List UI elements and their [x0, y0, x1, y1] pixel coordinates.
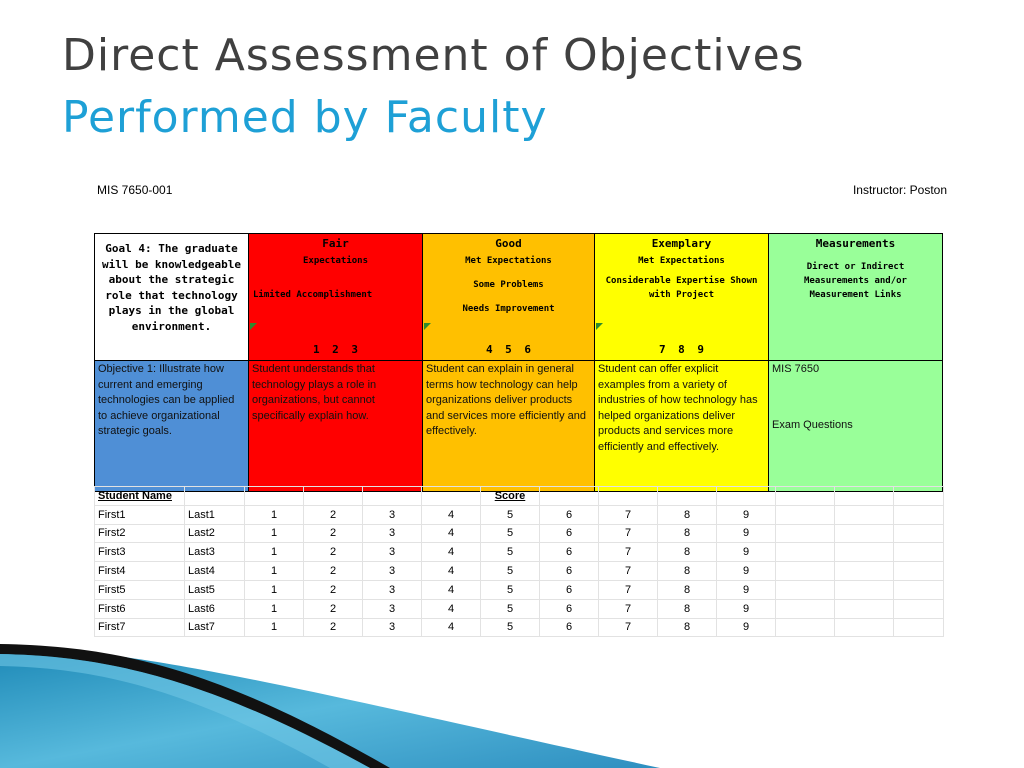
- table-row: [95, 599, 944, 618]
- empty-cell: [776, 599, 835, 618]
- empty-cell: [835, 524, 894, 543]
- score-cell: 6: [540, 562, 599, 581]
- comment-marker: [250, 323, 257, 330]
- first-name-cell: First4: [95, 562, 185, 581]
- score-cell: 8: [658, 505, 717, 524]
- score-cell: 6: [540, 505, 599, 524]
- objective-cell: Objective 1: Illustrate how current and emerging technologies can be applied to achieve organizational strategic goals.: [95, 361, 249, 492]
- score-cell: 3: [363, 599, 422, 618]
- measurements-course: MIS 7650: [772, 363, 820, 375]
- rubric-table: [94, 233, 943, 492]
- measurements-method: Exam Questions: [772, 418, 853, 431]
- last-name-cell: Last1: [185, 505, 245, 524]
- measurements-subtitle: Direct or Indirect Measurements and/or Measurement Links: [804, 262, 907, 300]
- level-good-description: Student can explain in general terms how technology can help organizations deliver products and services more efficiently and effectively.: [423, 361, 595, 492]
- score-cell: 7: [599, 505, 658, 524]
- first-name-cell: First6: [95, 599, 185, 618]
- score-cell: 5: [481, 505, 540, 524]
- score-cell: 6: [540, 524, 599, 543]
- level-line: Met Expectations: [638, 256, 725, 266]
- first-name-cell: First7: [95, 618, 185, 637]
- slide-subtitle: Performed by Faculty: [62, 92, 548, 143]
- table-row: [95, 562, 944, 581]
- score-cell: 8: [658, 618, 717, 637]
- level-fair-header: [249, 234, 423, 361]
- score-cell: 9: [717, 524, 776, 543]
- score-cell: 7: [599, 543, 658, 562]
- level-title: Good: [495, 237, 522, 250]
- comment-marker: [424, 323, 431, 330]
- empty-cell: [835, 562, 894, 581]
- score-cell: 3: [363, 562, 422, 581]
- score-cell: 3: [363, 580, 422, 599]
- score-cell: 9: [717, 618, 776, 637]
- score-cell: 4: [422, 505, 481, 524]
- score-cell: 7: [599, 580, 658, 599]
- table-row: [95, 580, 944, 599]
- empty-cell: [894, 599, 944, 618]
- score-cell: 1: [245, 524, 304, 543]
- level-exemplary-header: [595, 234, 769, 361]
- level-line: Limited Accomplishment: [253, 290, 373, 300]
- score-cell: 2: [304, 543, 363, 562]
- empty-cell: [776, 580, 835, 599]
- score-cell: 6: [540, 543, 599, 562]
- decorative-swoosh: [0, 640, 660, 768]
- course-code: MIS 7650-001: [97, 183, 173, 197]
- last-name-cell: Last4: [185, 562, 245, 581]
- goal-cell: [95, 234, 249, 361]
- score-cell: 9: [717, 505, 776, 524]
- score-cell: 1: [245, 543, 304, 562]
- measurements-header: [769, 234, 943, 361]
- score-cell: 4: [422, 543, 481, 562]
- score-cell: 4: [422, 524, 481, 543]
- empty-cell: [776, 618, 835, 637]
- score-header: Score: [481, 487, 540, 506]
- student-name-header: Student Name: [95, 487, 185, 506]
- score-header-row: [95, 487, 944, 506]
- level-fair-description: Student understands that technology plays a role in organizations, but cannot specifically explain how.: [249, 361, 423, 492]
- level-line: Some Problems: [473, 280, 544, 290]
- level-line: Expectations: [302, 256, 369, 266]
- level-exemplary-description: Student can offer explicit examples from a variety of industries of how technology has helped organizations deliver products and services more efficiently and effectively.: [595, 361, 769, 492]
- measurements-detail: [769, 361, 943, 492]
- table-row: [95, 543, 944, 562]
- score-cell: 4: [422, 599, 481, 618]
- level-good-header: [423, 234, 595, 361]
- score-cell: 3: [363, 543, 422, 562]
- last-name-cell: Last5: [185, 580, 245, 599]
- level-title: Exemplary: [651, 237, 712, 250]
- level-line: Needs Improvement: [462, 304, 555, 314]
- level-title: Fair: [322, 237, 349, 250]
- score-cell: 9: [717, 562, 776, 581]
- level-line: Considerable Expertise Shown with Project: [605, 276, 758, 300]
- empty-cell: [835, 505, 894, 524]
- score-cell: 6: [540, 618, 599, 637]
- score-cell: 5: [481, 599, 540, 618]
- score-cell: 1: [245, 618, 304, 637]
- score-cell: 2: [304, 524, 363, 543]
- score-cell: 9: [717, 599, 776, 618]
- score-cell: 2: [304, 580, 363, 599]
- score-cell: 8: [658, 580, 717, 599]
- score-cell: 6: [540, 599, 599, 618]
- empty-cell: [776, 562, 835, 581]
- score-cell: 1: [245, 562, 304, 581]
- empty-cell: [776, 524, 835, 543]
- level-line: Met Expectations: [465, 256, 552, 266]
- score-cell: 3: [363, 524, 422, 543]
- level-scores: 1 2 3: [312, 343, 359, 356]
- score-cell: 2: [304, 618, 363, 637]
- table-row: [95, 505, 944, 524]
- last-name-cell: Last6: [185, 599, 245, 618]
- first-name-cell: First2: [95, 524, 185, 543]
- first-name-cell: First1: [95, 505, 185, 524]
- empty-cell: [776, 505, 835, 524]
- empty-cell: [835, 618, 894, 637]
- score-cell: 8: [658, 599, 717, 618]
- last-name-cell: Last7: [185, 618, 245, 637]
- level-scores: 7 8 9: [658, 343, 705, 356]
- score-cell: 2: [304, 505, 363, 524]
- first-name-cell: First3: [95, 543, 185, 562]
- score-cell: 2: [304, 562, 363, 581]
- level-scores: 4 5 6: [485, 343, 532, 356]
- score-cell: 8: [658, 524, 717, 543]
- score-cell: 3: [363, 505, 422, 524]
- score-cell: 4: [422, 618, 481, 637]
- score-cell: 7: [599, 599, 658, 618]
- score-cell: 5: [481, 543, 540, 562]
- empty-cell: [894, 580, 944, 599]
- empty-cell: [835, 599, 894, 618]
- score-cell: 4: [422, 580, 481, 599]
- score-cell: 4: [422, 562, 481, 581]
- empty-cell: [894, 618, 944, 637]
- measurements-title: Measurements: [815, 237, 896, 250]
- comment-marker: [596, 323, 603, 330]
- last-name-cell: Last2: [185, 524, 245, 543]
- empty-cell: [776, 543, 835, 562]
- empty-cell: [894, 543, 944, 562]
- score-cell: 7: [599, 618, 658, 637]
- empty-cell: [835, 580, 894, 599]
- first-name-cell: First5: [95, 580, 185, 599]
- empty-cell: [835, 543, 894, 562]
- slide-title: Direct Assessment of Objectives: [62, 30, 805, 81]
- score-cell: 7: [599, 562, 658, 581]
- table-row: [95, 618, 944, 637]
- score-cell: 8: [658, 543, 717, 562]
- score-cell: 5: [481, 562, 540, 581]
- score-cell: 8: [658, 562, 717, 581]
- score-table: [94, 486, 944, 637]
- empty-cell: [894, 524, 944, 543]
- score-cell: 9: [717, 543, 776, 562]
- score-cell: 7: [599, 524, 658, 543]
- score-cell: 3: [363, 618, 422, 637]
- last-name-cell: Last3: [185, 543, 245, 562]
- instructor-name: Instructor: Poston: [852, 183, 947, 197]
- score-cell: 1: [245, 599, 304, 618]
- table-row: [95, 524, 944, 543]
- goal-text: Goal 4: The graduate will be knowledgeable about the strategic role that technology plays in the global environment.: [101, 242, 242, 333]
- score-cell: 5: [481, 580, 540, 599]
- score-cell: 6: [540, 580, 599, 599]
- score-cell: 5: [481, 524, 540, 543]
- score-cell: 5: [481, 618, 540, 637]
- score-cell: 1: [245, 505, 304, 524]
- score-cell: 1: [245, 580, 304, 599]
- empty-cell: [894, 505, 944, 524]
- score-cell: 2: [304, 599, 363, 618]
- empty-cell: [894, 562, 944, 581]
- score-cell: 9: [717, 580, 776, 599]
